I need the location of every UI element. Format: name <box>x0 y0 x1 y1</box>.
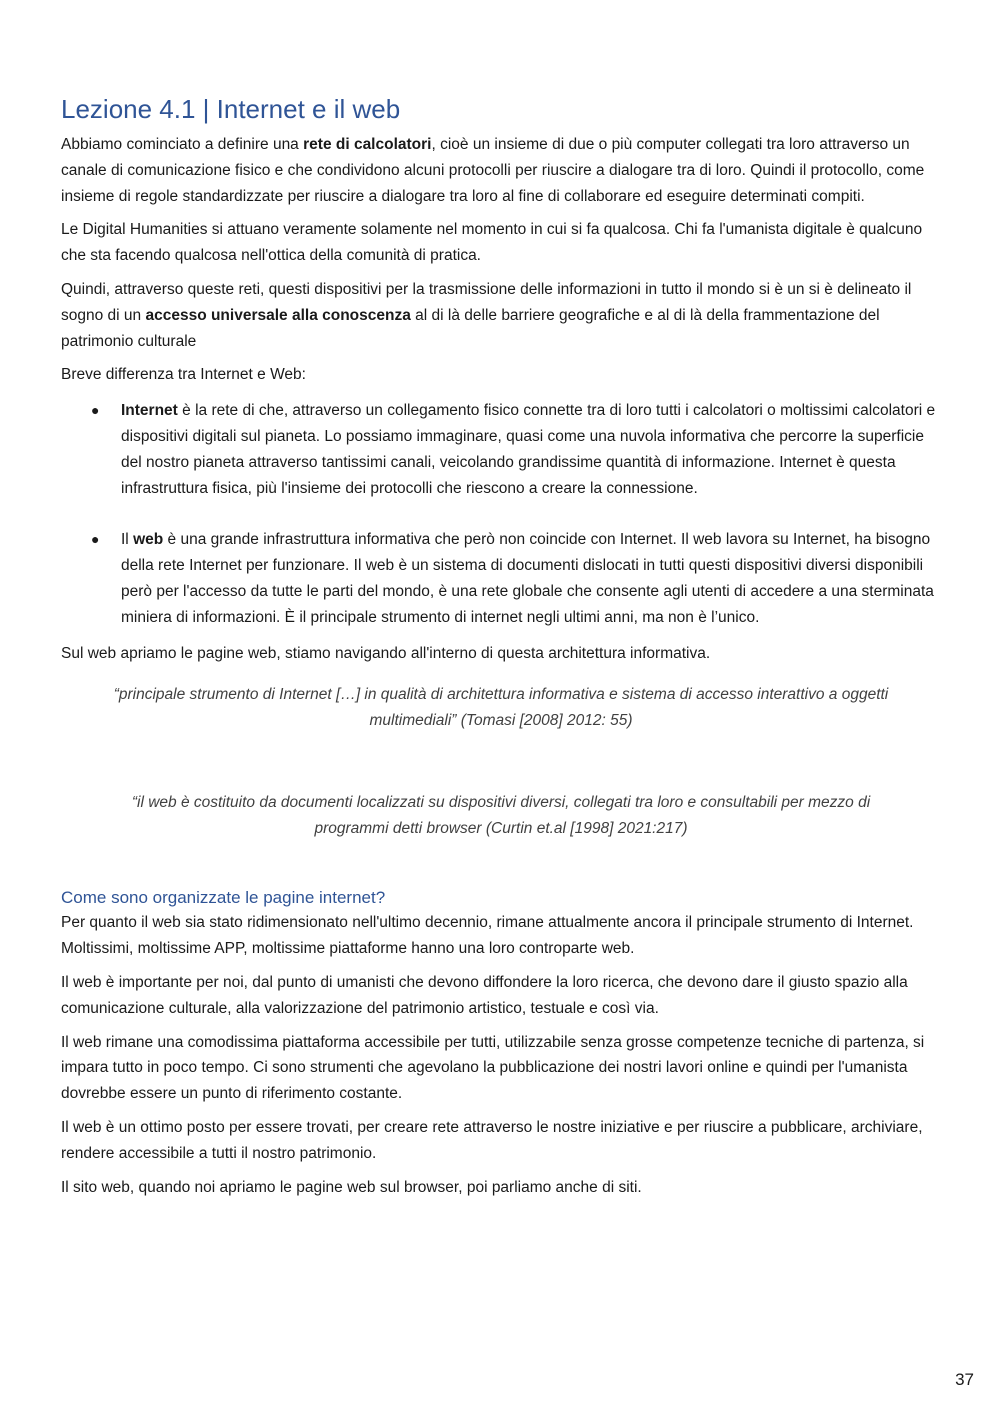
paragraph-rete-calcolatori: Abbiamo cominciato a definire una rete di calcolatori, cioè un insieme di due o più computer collegati tra loro attraverso un canale di comunicazione fisico e che condividono alcuni protocolli per riuscire a dialogare tra di loro. Quindi il protocollo, come insieme di regole standardizzate per riuscire a dialogare tra loro al fine di collaborare ed eseguire determinati compiti. <box>61 136 925 205</box>
bold-rete-di-calcolatori: rete di calcolatori <box>303 136 432 153</box>
paragraph-piattaforma: Il web rimane una comodissima piattaforma accessibile per tutti, utilizzabile senza grosse competenze tecniche di partenza, si impara tutto in poco tempo. Ci sono strumenti che agevolano la pubblicazione dei nostri lavori online e quindi per l'umanista dovrebbe essere un punto di riferimento costante. <box>61 1033 925 1103</box>
section-subtitle: Come sono organizzate le pagine internet? <box>61 888 386 908</box>
list-item-web: ● Il web è una grande infrastruttura informativa che però non coincide con Internet. Il web lavora su Internet, ha bisogno della rete Internet per funzionare. Il web è un sistema di documenti dislocati in tutti questi dispositivi diversi disponibili però per l'accesso da tutte le parti del mondo, è una rete globale che consente agli utenti di accedere a una sterminata miniera di informazioni. È il principale strumento di internet negli ultimi anni, ma non è l’unico. <box>61 527 941 630</box>
paragraph-navigazione: Sul web apriamo le pagine web, stiamo navigando all'interno di questa architettura informativa. <box>61 644 711 662</box>
lesson-title: Lezione 4.1 | Internet e il web <box>61 94 401 124</box>
bullet-icon: ● <box>91 402 100 419</box>
bullet-icon: ● <box>91 531 100 548</box>
paragraph-accesso-universale: Quindi, attraverso queste reti, questi dispositivi per la trasmissione delle informazioni in tutto il mondo si è un si è delineato il sogno di un accesso universale alla conoscenza al di là delle barriere geografiche e al di là della frammentazione del patrimonio culturale <box>61 280 912 350</box>
paragraph-ridimensionato: Per quanto il web sia stato ridimensionato nell'ultimo decennio, rimane attualmente ancora il principale strumento di Internet. Moltissimi, moltissime APP, moltissime piattaforme hanno una loro controparte web. <box>61 914 914 958</box>
paragraph-sito-web: Il sito web, quando noi apriamo le pagine web sul browser, poi parliamo anche di siti. <box>61 1178 642 1196</box>
paragraph-digital-humanities: Le Digital Humanities si attuano veramente solamente nel momento in cui si fa qualcosa. Chi fa l'umanista digitale è qualcuno che sta facendo qualcosa nell'ottica della comunità di pratica. <box>61 221 923 265</box>
bold-internet: Internet <box>121 402 178 420</box>
quote-curtin: “il web è costituito da documenti localizzati su dispositivi diversi, collegati tra loro e consultabili per mezzo di programmi detti browser (Curtin et.al [1998] 2021:217) <box>131 794 871 838</box>
page-number: 37 <box>955 1370 974 1389</box>
paragraph-breve-differenza: Breve differenza tra Internet e Web: <box>61 366 306 384</box>
document-page <box>61 92 941 1208</box>
quote-tomasi: “principale strumento di Internet […] in qualità di architettura informativa e sistema di accesso interattivo a oggetti multimediali” (Tomasi [2008] 2012: 55) <box>113 686 889 730</box>
list-item-internet: ● Internet è la rete di che, attraverso un collegamento fisico connette tra di loro tutti i calcolatori o moltissimi calcolatori e dispositivi digitali sul pianeta. Lo possiamo immaginare, quasi come una nuvola informativa che percorre la superficie del nostro pianeta attraverso tantissimi canali, veicolando grandissime quantità di informazione. Internet è questa infrastruttura fisica, più l'insieme dei protocolli che riescono a creare la connessione. <box>61 398 941 501</box>
paragraph-importante: Il web è importante per noi, dal punto di umanisti che devono diffondere la loro ricerca, che devono dare il giusto spazio alla comunicazione culturale, alla valorizzazione del patrimonio artistico, testuale e così via. <box>61 973 908 1017</box>
bold-web: web <box>133 531 164 549</box>
bullet-list <box>61 398 941 630</box>
bold-accesso-universale: accesso universale alla conoscenza <box>145 306 411 324</box>
paragraph-essere-trovati: Il web è un ottimo posto per essere trovati, per creare rete attraverso le nostre iniziative e per riuscire a pubblicare, archiviare, rendere accessibile a tutti il nostro patrimonio. <box>61 1118 923 1162</box>
